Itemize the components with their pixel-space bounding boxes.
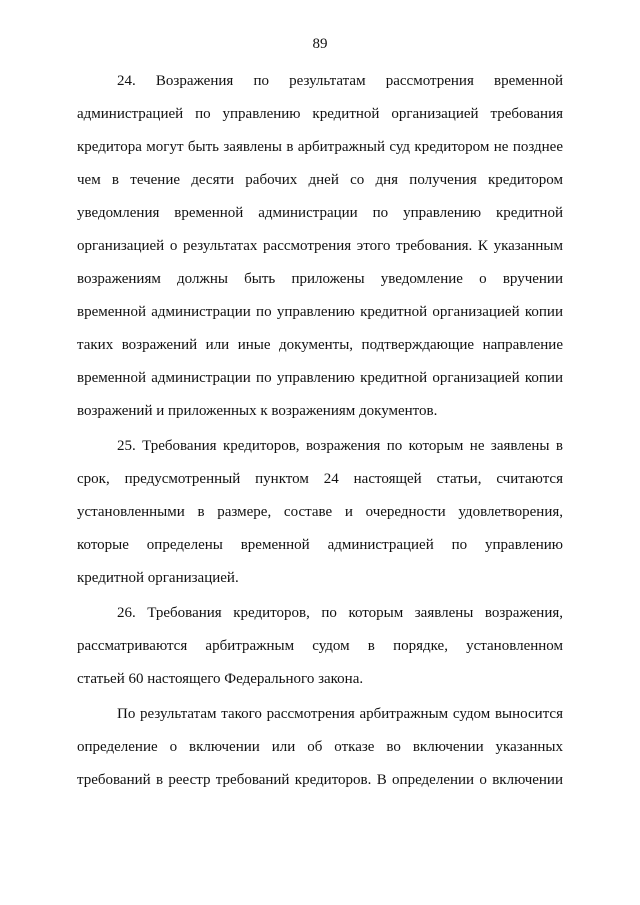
text-line: уведомления временной администрации по управлению кредитной [77,205,563,221]
text-line: чем в течение десяти рабочих дней со дня получения кредитором [77,172,563,188]
text-line: 24. Возражения по результатам рассмотрения временной [117,73,563,89]
text-line: кредитной организацией. [77,570,239,586]
text-line: статьей 60 настоящего Федерального закона. [77,671,364,687]
paragraph-24 [77,65,563,428]
text-line: организацией о результатах рассмотрения этого требования. К указанным [77,238,563,254]
paragraph-27 [77,698,563,797]
text-line: требований в реестр требований кредиторов. В определении о включении [77,772,563,788]
text-line: определение о включении или об отказе во включении указанных [77,739,563,755]
page-number: 89 [312,36,328,52]
paragraph-25 [77,430,563,595]
text-line: возражениям должны быть приложены уведомление о вручении [77,271,563,287]
text-line: возражений и приложенных к возражениям документов. [77,403,438,419]
document-body [77,65,563,799]
text-line: администрацией по управлению кредитной организацией требования [77,106,563,122]
text-line: 25. Требования кредиторов, возражения по которым не заявлены в [117,438,563,454]
text-line: таких возражений или иные документы, подтверждающие направление [77,337,563,353]
text-line: временной администрации по управлению кредитной организацией копии [77,370,563,386]
text-line: 26. Требования кредиторов, по которым заявлены возражения, [117,605,563,621]
text-line: срок, предусмотренный пунктом 24 настоящей статьи, считаются [77,471,563,487]
paragraph-26 [77,597,563,696]
text-line: временной администрации по управлению кредитной организацией копии [77,304,563,320]
text-line: которые определены временной администрацией по управлению [77,537,563,553]
text-line: кредитора могут быть заявлены в арбитражный суд кредитором не позднее [77,139,563,155]
text-line: установленными в размере, составе и очередности удовлетворения, [77,504,563,520]
text-line: По результатам такого рассмотрения арбитражным судом выносится [117,706,563,722]
text-line: рассматриваются арбитражным судом в порядке, установленном [77,638,563,654]
